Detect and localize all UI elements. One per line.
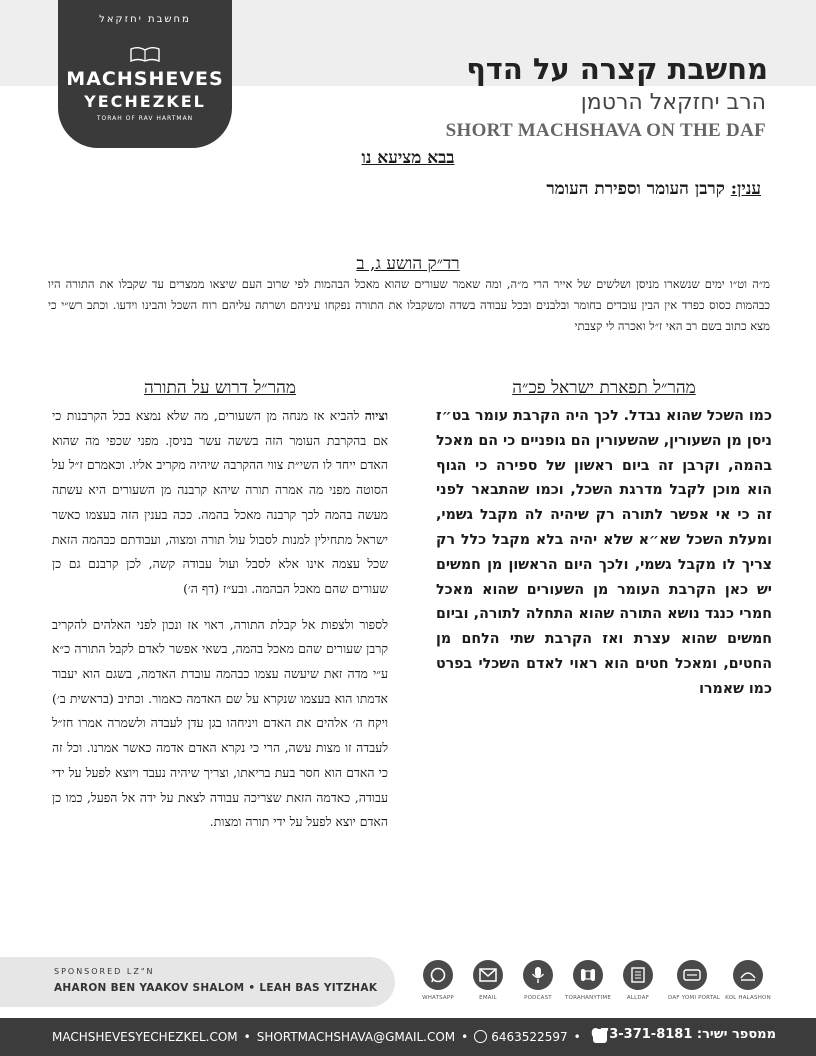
podcast-icon <box>531 966 545 984</box>
column-body: כמו השכל שהוא נבדל. לכך היה הקרבת עומר בט״ז ניסן מן השעורין, שהשעורין הם גופניים כי הם מאכל בהמה, וקרבן זה ביום ראשון של ספירה כי הגוף הוא מוכן לקבל מדרגת השכל, וכמו שהתבאר לפני זה כי אי אפשר לתורה רק שיהיה לה מקבל גשמי, ומעלת השכל שא״א שלא יהיה בלא מקבל כלל רק צריך לו מקבל גשמי, ולכך היום הראשון מן חמשים יש כאן הקרבת העומר מן השעורים שהוא מאכל חמרי כנגד נושא התורה שהוא התחלה לתורה, וביום חמשים שהוא עצרת ואז הקרבת שתי הלחם מן החטים, ומאכל חטים הוא ראוי לאדם השכלי בפרט כמו שאמרו <box>436 408 772 697</box>
brand-name-line1: MACHSHEVES <box>66 68 224 90</box>
daf-yomi-portal-icon <box>683 968 701 982</box>
whatsapp-link[interactable]: WHATSAPP <box>414 960 462 1001</box>
paragraph <box>52 404 388 602</box>
direct-line <box>591 1027 776 1042</box>
inyan-text: קרבן העומר וספירת העומר <box>546 179 731 199</box>
brand-logo[interactable] <box>58 0 232 148</box>
radak-title: רד״ק הושע ג, ב <box>356 254 460 274</box>
page-title: מחשבת קצרה על הדף <box>466 52 768 86</box>
contact-footer: MACHSHEVESYECHEZKEL.COM • SHORTMACHSHAVA@GMAIL.COM • 6463522597 • ממספר ישיר: 073-371-8181 <box>0 1018 816 1056</box>
open-book-icon <box>130 46 160 62</box>
rabbi-name: הרב יחזקאל הרטמן <box>580 90 766 115</box>
website-link[interactable]: MACHSHEVESYECHEZKEL.COM <box>52 1030 238 1044</box>
platform-links <box>414 960 784 1006</box>
inyan-label: ענין: <box>730 179 761 199</box>
paragraph-text: להביא אז מנחה מן השעורים, מה שלא נמצא בכל הקרבנות כי אם בהקרבת העומר הזה בששה עשר בניסן. מפני שכפי מה שהוא האדם ייחד לו השי״ת צווי ההקרבה שיהיה מקריב אליו. וכאמרם ז״ל על הסוטה מפני מה אמרה תורה שיהא קרבנה מן השעורים היא עשתה מעשה בהמה לכך קרבנה מאכל בהמה. ככה בענין הזה בעצמו כאשר ישראל מתחילין למנות לסבול עול תורה ומצוה, ועבודתם כבהמה הזאת שכל עצמה אינו אלא לסבל ועול עבודה קשה, לכן קרבנם גם כן שעורים שהם מאכל הבהמה. ובע״ז (דף ה׳) <box>52 408 388 596</box>
maharal-derush-column <box>52 378 388 846</box>
brand-hebrew: מחשבת יחזקאל <box>99 14 191 25</box>
email-link-footer[interactable]: SHORTMACHSHAVA@GMAIL.COM <box>256 1030 456 1044</box>
sponsor-names: AHARON BEN YAAKOV SHALOM • LEAH BAS YITZHAK <box>54 982 378 994</box>
email-link[interactable]: EMAIL <box>464 960 512 1001</box>
maharal-tiferes-column <box>436 378 772 702</box>
direct-label: ממספר ישיר: <box>696 1027 776 1042</box>
kol-halashon-link[interactable]: KOL HALASHON <box>724 960 772 1001</box>
page-title-english: SHORT MACHSHAVA ON THE DAF <box>445 120 766 141</box>
direct-number[interactable]: 073-371-8181 <box>591 1027 693 1042</box>
inyan-line <box>546 179 761 199</box>
paragraph: לספור ולצפות אל קבלת התורה, ראוי אז ונכון לפני האלהים להקריב קרבן שעורים שהם מאכל בהמה, בשאי אפשר לאדם לקבל התורה כ״א ע״י מדה זאת שיעשה עצמו כבהמה עובדת האדמה, בשגם הוא יעבוד אדמתו הוא בעצמו שנקרא על שם האדמה כאמור. וכתיב (בראשית ב׳) ויקח ה׳ אלהים את האדם ויניחהו בגן עדן לעבדה ולשמרה אמרו חז״ל לעבדה זו מצות עשה, הרי כי נקרא האדם אדמה כאשר אמרנו. וכל זה כי האדם הוא חסר בעת בריאתו, וצריך שיהיה נעבד ויוצא לפעל על ידי עבודה, כאדמה הזאת שצריכה עבודה לצאת על ידה אל הפעל, כמו כן האדם יוצא לפעל על ידי תורה ומצות. <box>52 616 388 830</box>
brand-tagline: TORAH OF RAV HARTMAN <box>96 115 194 122</box>
alldaf-link[interactable]: ALLDAF <box>614 960 662 1001</box>
alldaf-icon <box>630 967 646 983</box>
column-title: מהר״ל תפארת ישראל פכ״ה <box>512 378 696 398</box>
radak-text: מ״ה וט״ו ימים שנשארו מניסן ושלשים של אייר הרי מ״ה, ומה שאמר שעורים שהוא מאכל הבהמות לפי שרוב העם שיצאו ממצרים עד שקבלו את התורה היו כבהמות כסוס כפרד אין הבין עובדים בחומר ובלבנים ובכל עבודה בשדה ומשקבלו את התורה נפקחו עיניהם ושרתה עליהם רוח השכל והבינו וידעו. וכתב רש״י כי מצא כתוב בשם רב האי ז״ל ואכרה לי קצבתי <box>48 277 770 333</box>
lead-word: וציוה <box>364 408 388 423</box>
brand-name-line2: YECHEZKEL <box>84 92 206 111</box>
daf-reference: בבא מציעא נו <box>361 148 455 168</box>
column-body <box>52 404 388 835</box>
sponsor-label: SPONSORED LZ"N <box>54 967 155 976</box>
whatsapp-icon <box>474 1030 487 1043</box>
whatsapp-icon <box>429 966 447 984</box>
daf-yomi-portal-link[interactable]: DAF YOMI PORTAL <box>668 960 716 1001</box>
torahanytime-link[interactable]: TORAHANYTIME <box>564 960 612 1001</box>
email-icon <box>479 968 497 982</box>
whatsapp-number[interactable]: 6463522597 <box>491 1030 568 1044</box>
kol-halashon-icon <box>739 968 757 982</box>
podcast-link[interactable]: PODCAST <box>514 960 562 1001</box>
sponsor-banner <box>0 957 395 1007</box>
column-title: מהר״ל דרוש על התורה <box>144 378 296 398</box>
torahanytime-icon <box>579 967 597 983</box>
